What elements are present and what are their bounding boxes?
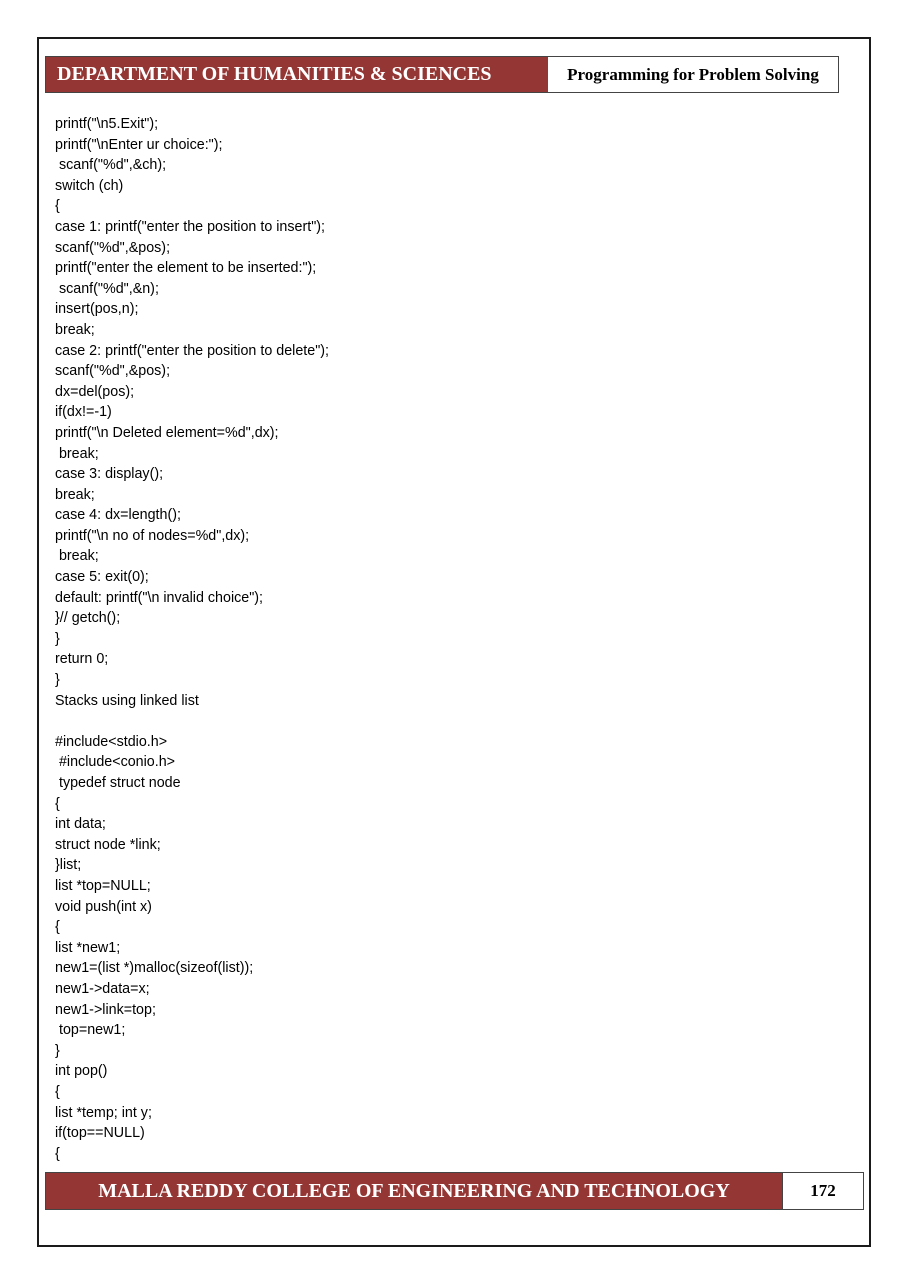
code-line: break;: [55, 445, 99, 462]
code-line: break;: [55, 486, 95, 503]
code-line: scanf("%d",&pos);: [55, 239, 171, 256]
code-line: new1->link=top;: [55, 1001, 156, 1018]
code-line: [55, 711, 835, 732]
code-line: struct node *link;: [55, 836, 161, 853]
code-line: typedef struct node: [55, 775, 181, 791]
code-line: case 2: printf("enter the position to delete");: [55, 342, 330, 359]
page-header: [45, 56, 839, 93]
page-number: 172: [782, 1173, 863, 1209]
code-line: }: [55, 672, 60, 689]
code-line: if(dx!=-1): [55, 404, 112, 421]
code-line: int pop(): [55, 1063, 108, 1080]
code-line: case 5: exit(0);: [55, 569, 149, 586]
code-line: case 1: printf("enter the position to insert");: [55, 218, 326, 235]
code-line: list *new1;: [55, 939, 121, 956]
code-line: list *temp; int y;: [55, 1104, 152, 1121]
code-line: printf("\n5.Exit");: [55, 116, 159, 132]
code-line: case 4: dx=length();: [55, 507, 181, 524]
code-line: {: [55, 1083, 60, 1100]
code-line: return 0;: [55, 651, 109, 668]
code-line: printf("\n no of nodes=%d",dx);: [55, 527, 250, 544]
code-line: list *top=NULL;: [55, 877, 151, 894]
code-line: #include<stdio.h>: [55, 733, 168, 750]
code-line: Stacks using linked list: [55, 692, 199, 709]
code-line: }// getch();: [55, 610, 121, 627]
code-line: printf("\nEnter ur choice:");: [55, 136, 223, 153]
code-line: new1->data=x;: [55, 980, 150, 997]
code-line: printf("\n Deleted element=%d",dx);: [55, 424, 279, 441]
code-listing: [55, 114, 835, 1164]
code-line: }: [55, 1042, 60, 1059]
code-line: printf("enter the element to be inserted:");: [55, 260, 317, 277]
code-line: scanf("%d",&ch);: [55, 157, 167, 174]
code-line: {: [55, 198, 60, 215]
code-line: default: printf("\n invalid choice");: [55, 589, 264, 606]
code-line: int data;: [55, 816, 106, 833]
code-line: break;: [55, 321, 95, 338]
department-title: DEPARTMENT OF HUMANITIES & SCIENCES: [46, 57, 548, 92]
code-line: scanf("%d",&pos);: [55, 363, 171, 380]
code-line: {: [55, 919, 60, 936]
code-line: if(top==NULL): [55, 1125, 145, 1142]
code-line: break;: [55, 548, 99, 565]
subject-title: Programming for Problem Solving: [548, 57, 838, 92]
code-line: new1=(list *)malloc(sizeof(list));: [55, 960, 254, 977]
code-line: void push(int x): [55, 898, 152, 915]
code-line: {: [55, 795, 60, 812]
code-line: {: [55, 1145, 60, 1162]
code-line: scanf("%d",&n);: [55, 280, 159, 297]
code-line: insert(pos,n);: [55, 301, 139, 318]
college-name: MALLA REDDY COLLEGE OF ENGINEERING AND TECHNOLOGY: [46, 1173, 782, 1209]
code-line: }list;: [55, 857, 82, 874]
code-line: top=new1;: [55, 1022, 126, 1039]
code-line: dx=del(pos);: [55, 383, 135, 400]
page-footer: [45, 1172, 864, 1210]
code-line: }: [55, 630, 60, 647]
code-line: switch (ch): [55, 177, 124, 194]
code-line: case 3: display();: [55, 466, 164, 483]
code-line: #include<conio.h>: [55, 754, 176, 771]
